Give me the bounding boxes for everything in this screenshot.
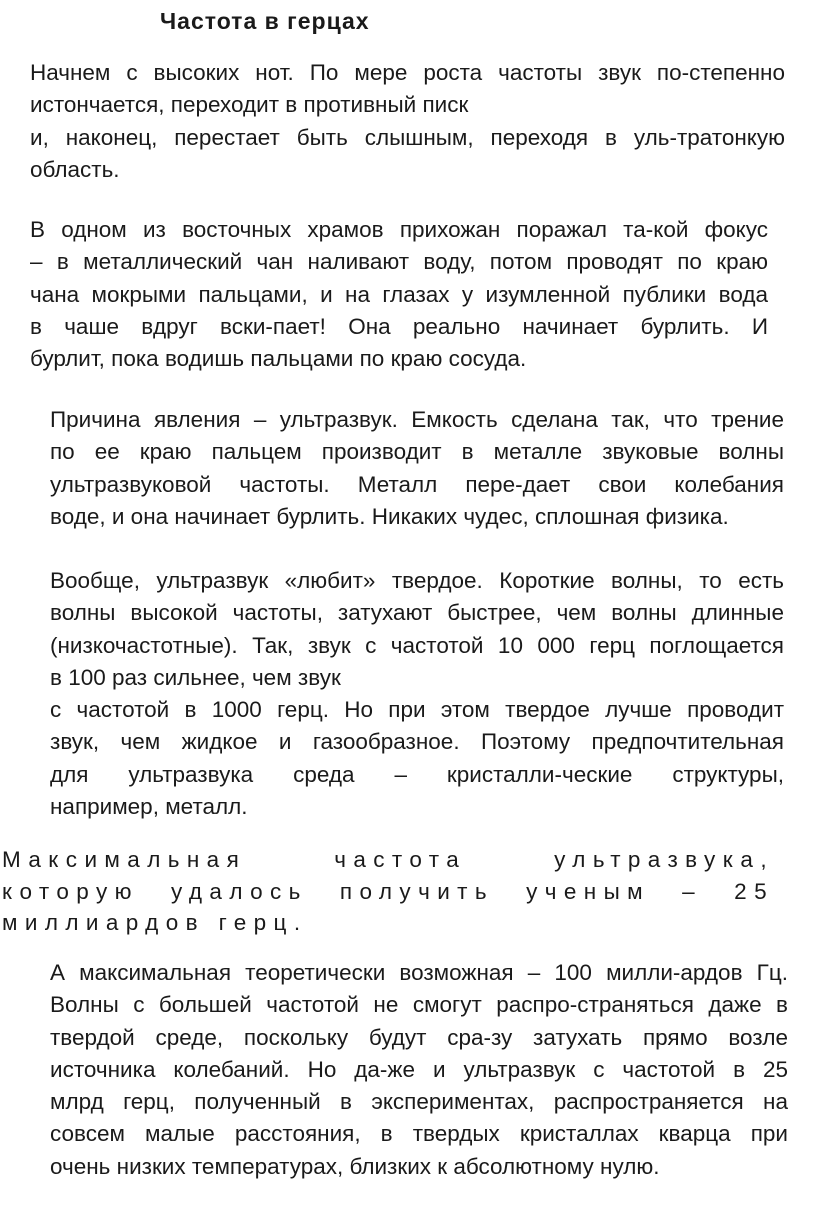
text-line: Вообще, ультразвук «любит» твердое. Короткие волны, то есть (50, 568, 784, 593)
text-line: с частотой в 1000 герц. Но при этом твердое лучше проводит (50, 697, 784, 723)
text-line: млрд герц, полученный в экспериментах, распространяется на (50, 1089, 788, 1115)
text-line: совсем малые расстояния, в твердых кристаллах кварца при (50, 1121, 788, 1147)
text-line: источника колебаний. Но да-же и ультразвук с частотой в 25 (50, 1056, 788, 1082)
text-line: (низкочастотные). Так, звук с частотой 10 000 герц поглощается (50, 632, 784, 658)
text-line: твердой среде, поскольку будут сра-зу затухать прямо возле (50, 1024, 788, 1050)
text-line: – в металлический чан наливают воду, потом проводят по краю (30, 249, 768, 275)
text-line: звук, чем жидкое и газообразное. Поэтому предпочтительная (50, 729, 784, 755)
text-line: А максимальная теоретически возможная – 100 милли-ардов Гц. (50, 960, 788, 985)
paragraph-theoretical-max (50, 957, 788, 1183)
text-line: которую удалось получить ученым – 25 (2, 878, 774, 904)
paragraph-high-notes (30, 57, 785, 186)
text-line: Причина явления – ультразвук. Емкость сделана так, что трение (50, 407, 784, 432)
text-line: миллиардов герц. (2, 910, 308, 935)
page-title: Частота в герцах (160, 8, 370, 34)
text-line: область. (30, 156, 120, 182)
text-line: чана мокрыми пальцами, и на глазах у изумленной публики вода (30, 281, 768, 307)
text-line: истончается, переходит в противный писк (30, 92, 469, 118)
text-line: и, наконец, перестает быть слышным, переходя в уль-тратонкую (30, 124, 785, 150)
text-line: волны высокой частоты, затухают быстрее, чем волны длинные (50, 600, 784, 626)
text-line: Волны с большей частотой не смогут распро-страняться даже в (50, 992, 788, 1018)
text-line: например, металл. (50, 794, 248, 820)
paragraph-cause (50, 404, 784, 533)
paragraph-temple-trick (30, 214, 768, 375)
text-line: В одном из восточных храмов прихожан поражал та-кой фокус (30, 217, 768, 242)
text-line: Начнем с высоких нот. По мере роста частоты звук по-степенно (30, 60, 785, 85)
text-line: ультразвуковой частоты. Металл пере-дает свои колебания (50, 471, 784, 497)
text-line: для ультразвука среда – кристалли-ческие структуры, (50, 761, 784, 787)
text-line: в 100 раз сильнее, чем звук (50, 664, 341, 690)
text-line: очень низких температурах, близких к абсолютному нулю. (50, 1153, 660, 1179)
text-line: Максимальная частота ультразвука, (2, 847, 774, 872)
text-line: в чаше вдруг вски-пает! Она реально начинает бурлить. И (30, 313, 768, 339)
paragraph-max-frequency (2, 844, 774, 939)
text-line: воде, и она начинает бурлить. Никаких чудес, сплошная физика. (50, 503, 729, 529)
paragraph-ultrasound-solids (50, 565, 784, 823)
text-line: по ее краю пальцем производит в металле звуковые волны (50, 439, 784, 465)
text-line: бурлит, пока водишь пальцами по краю сосуда. (30, 346, 527, 372)
